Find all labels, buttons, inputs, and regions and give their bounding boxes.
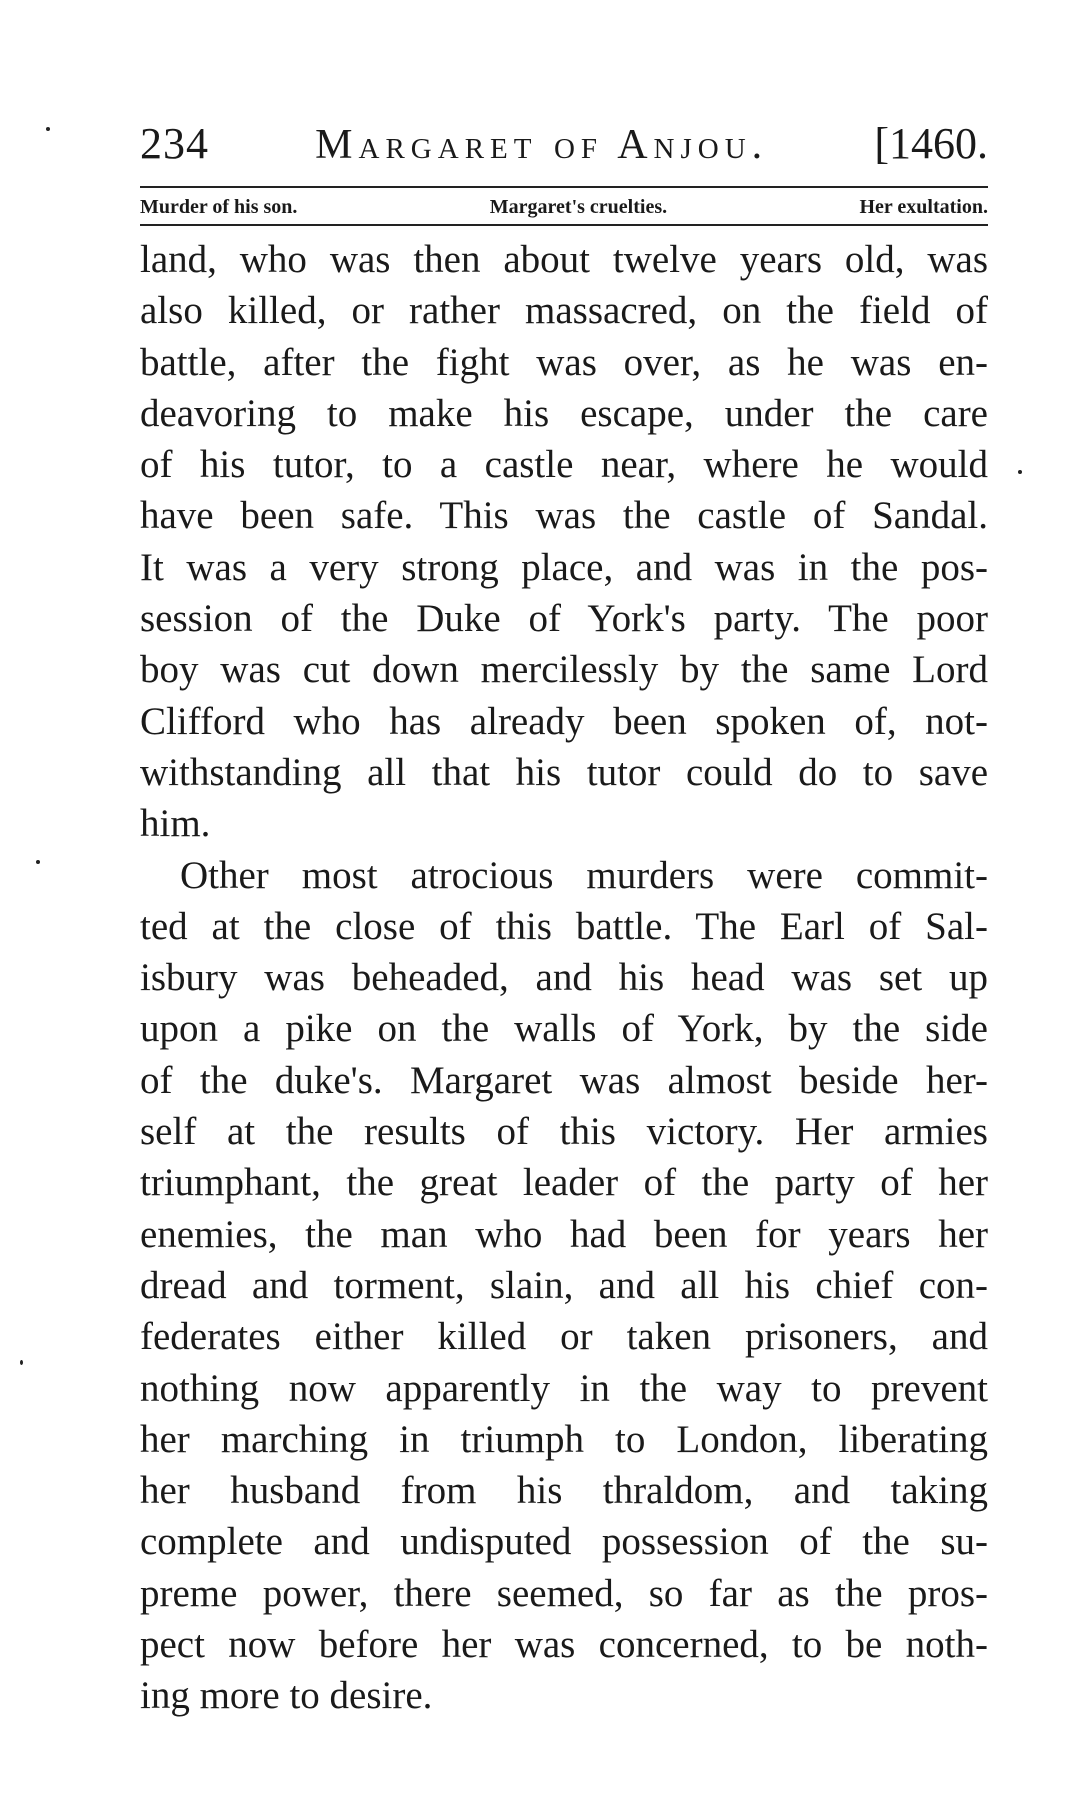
text-line: It was a very strong place, and was in the pos- — [140, 545, 988, 589]
text-line: land, who was then about twelve years old, was — [140, 238, 988, 281]
text-line: dread and torment, slain, and all his chief con- — [140, 1263, 988, 1307]
text-line: ted at the close of this battle. The Earl of Sal- — [140, 904, 988, 948]
text-line: her marching in triumph to London, liberating — [140, 1417, 988, 1461]
text-line: have been safe. This was the castle of Sandal. — [140, 494, 988, 538]
side-notes — [140, 188, 988, 224]
header-rule-bottom — [140, 224, 988, 226]
paragraph — [140, 850, 988, 1722]
text-line: Clifford who has already been spoken of, not- — [140, 699, 988, 743]
running-head — [140, 118, 988, 170]
text-line: battle, after the fight was over, as he was en- — [140, 340, 988, 384]
side-note: Margaret's cruelties. — [489, 196, 668, 218]
text-line: her husband from his thraldom, and taking — [140, 1469, 988, 1513]
side-note: Murder of his son. — [140, 196, 298, 218]
text-line: him. — [140, 802, 211, 846]
paper-speck — [36, 860, 40, 864]
text-line: session of the Duke of York's party. The poor — [140, 597, 988, 641]
text-line: triumphant, the great leader of the party of her — [140, 1161, 988, 1205]
running-head-year: [1460. — [874, 119, 988, 168]
running-title: Margaret of Anjou. — [315, 122, 769, 168]
paragraph — [140, 234, 988, 850]
paper-speck — [1018, 470, 1022, 474]
text-line: of his tutor, to a castle near, where he would — [140, 443, 988, 487]
text-line: deavoring to make his escape, under the care — [140, 391, 988, 435]
text-line: complete and undisputed possession of the su- — [140, 1520, 988, 1564]
text-line: ing more to desire. — [140, 1674, 433, 1718]
text-line: upon a pike on the walls of York, by the side — [140, 1007, 988, 1051]
text-line: pect now before her was concerned, to be noth- — [140, 1623, 988, 1667]
text-line: self at the results of this victory. Her armies — [140, 1110, 988, 1154]
side-note: Her exultation. — [859, 196, 988, 218]
text-line: boy was cut down mercilessly by the same Lord — [140, 648, 988, 692]
text-line: also killed, or rather massacred, on the field of — [140, 289, 988, 333]
text-line: enemies, the man who had been for years her — [140, 1212, 988, 1256]
text-line: nothing now apparently in the way to prevent — [140, 1366, 988, 1410]
page-number: 234 — [140, 119, 209, 168]
paper-speck — [46, 127, 50, 131]
text-line: Other most atrocious murders were commit- — [180, 853, 988, 897]
text-line: preme power, there seemed, so far as the pros- — [140, 1571, 988, 1615]
book-page — [140, 118, 988, 1722]
text-line: federates either killed or taken prisoners, and — [140, 1315, 988, 1359]
body-text — [140, 234, 988, 1722]
text-line: withstanding all that his tutor could do to save — [140, 750, 988, 794]
text-line: of the duke's. Margaret was almost beside her- — [140, 1058, 988, 1102]
paper-speck — [20, 1360, 23, 1365]
text-line: isbury was beheaded, and his head was set up — [140, 956, 988, 1000]
